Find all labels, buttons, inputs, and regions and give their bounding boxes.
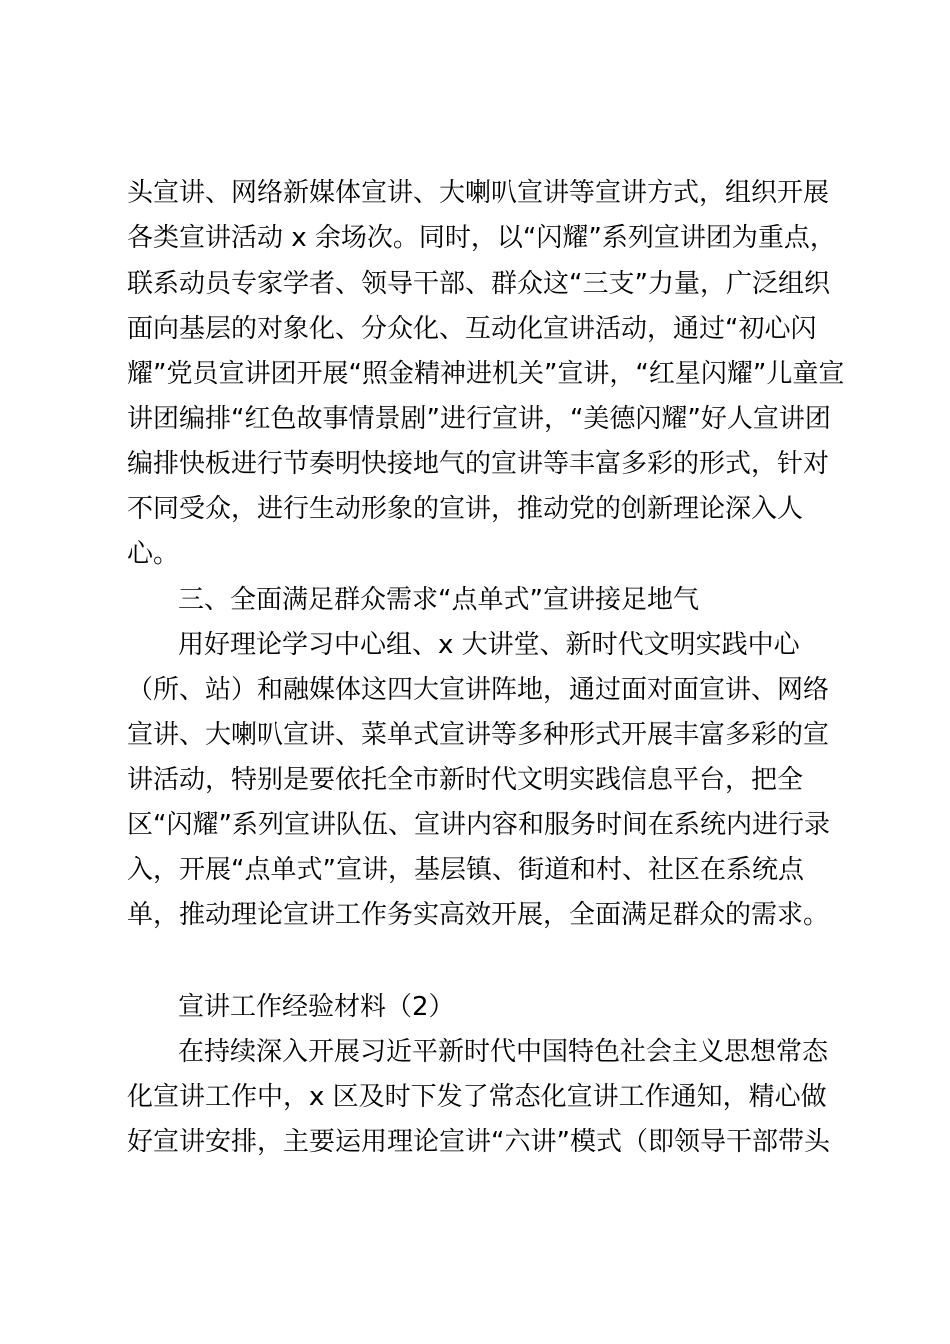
text-line: 编排快板进行节奏明快接地气的宣讲等丰富多彩的形式，针对 [127, 449, 830, 479]
document-title: 宣讲工作经验材料（2） [178, 992, 455, 1022]
text-line: 耀”党员宣讲团开展“照金精神进机关”宣讲，“红星闪耀”儿童宣 [127, 359, 845, 389]
text-line: 讲活动，特别是要依托全市新时代文明实践信息平台，把全 [127, 765, 804, 795]
text-line: 宣讲、大喇叭宣讲、菜单式宣讲等多种形式开展丰富多彩的宣 [127, 720, 830, 750]
text-line: 用好理论学习中心组、x 大讲堂、新时代文明实践中心 [178, 630, 800, 660]
text-line: （所、站）和融媒体这四大宣讲阵地，通过面对面宣讲、网络 [127, 675, 830, 705]
text-line: 化宣讲工作中，x 区及时下发了常态化宣讲工作通知，精心做 [127, 1082, 827, 1112]
text-line: 头宣讲、网络新媒体宣讲、大喇叭宣讲等宣讲方式，组织开展 [127, 178, 830, 208]
text-line: 单，推动理论宣讲工作务实高效开展，全面满足群众的需求。 [127, 900, 830, 930]
text-line: 联系动员专家学者、领导干部、群众这“三支”力量，广泛组织 [127, 269, 830, 299]
text-line: 不同受众，进行生动形象的宣讲，推动党的创新理论深入人 [127, 494, 804, 524]
text-line: 区“闪耀”系列宣讲队伍、宣讲内容和服务时间在系统内进行录 [127, 810, 830, 840]
text-line: 在持续深入开展习近平新时代中国特色社会主义思想常态 [178, 1037, 829, 1067]
text-line: 心。 [127, 539, 180, 569]
text-line: 入，开展“点单式”宣讲，基层镇、街道和村、社区在系统点 [127, 855, 804, 885]
text-line: 讲团编排“红色故事情景剧”进行宣讲，“美德闪耀”好人宣讲团 [127, 404, 831, 434]
text-line: 各类宣讲活动 x 余场次。同时，以“闪耀”系列宣讲团为重点， [127, 223, 836, 253]
section-heading: 三、全面满足群众需求“点单式”宣讲接足地气 [178, 585, 699, 615]
text-line: 面向基层的对象化、分众化、互动化宣讲活动，通过“初心闪 [127, 314, 817, 344]
text-line: 好宣讲安排，主要运用理论宣讲“六讲”模式（即领导干部带头 [127, 1127, 830, 1157]
